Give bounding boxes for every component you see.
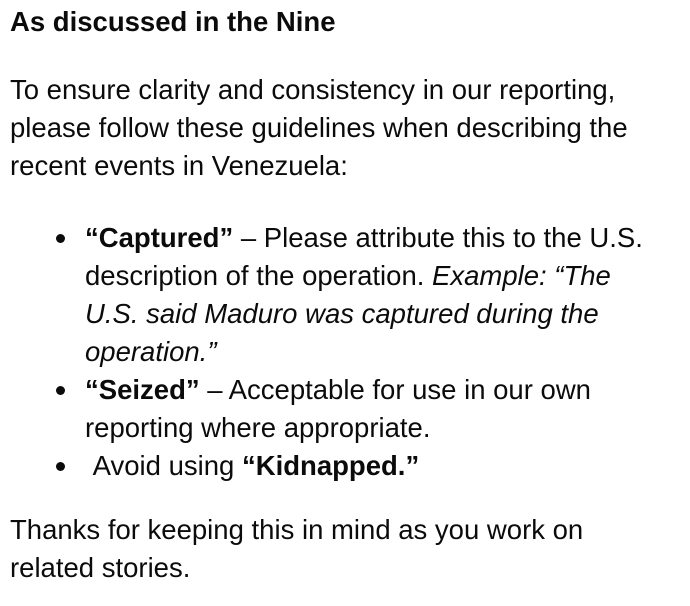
- list-item-seized: [85, 371, 655, 447]
- term-captured: “Captured”: [85, 222, 234, 253]
- avoid-guidance: Avoid using: [85, 450, 242, 481]
- list-item-kidnapped: [85, 447, 655, 485]
- memo-intro-paragraph: To ensure clarity and consistency in our reporting, please follow these guidelines when describing the recent events in Venezuela:: [10, 74, 628, 181]
- captured-guidance: – Please attribute this to the U.S. description of the operation.: [85, 222, 651, 291]
- term-kidnapped: “Kidnapped.”: [241, 450, 420, 481]
- bullet-icon: [56, 234, 65, 243]
- bullet-icon: [56, 462, 65, 471]
- seized-guidance: – Acceptable for use in our own reporting where appropriate.: [85, 374, 599, 443]
- memo-closing-paragraph: Thanks for keeping this in mind as you work on related stories.: [10, 514, 584, 583]
- bullet-icon: [56, 386, 65, 395]
- captured-example: Example: “The U.S. said Maduro was captured during the operation.”: [85, 260, 619, 367]
- guidelines-list: [10, 219, 655, 485]
- memo-heading: As discussed in the Nine: [10, 6, 336, 37]
- list-item-captured: [85, 219, 655, 371]
- term-seized: “Seized”: [85, 374, 200, 405]
